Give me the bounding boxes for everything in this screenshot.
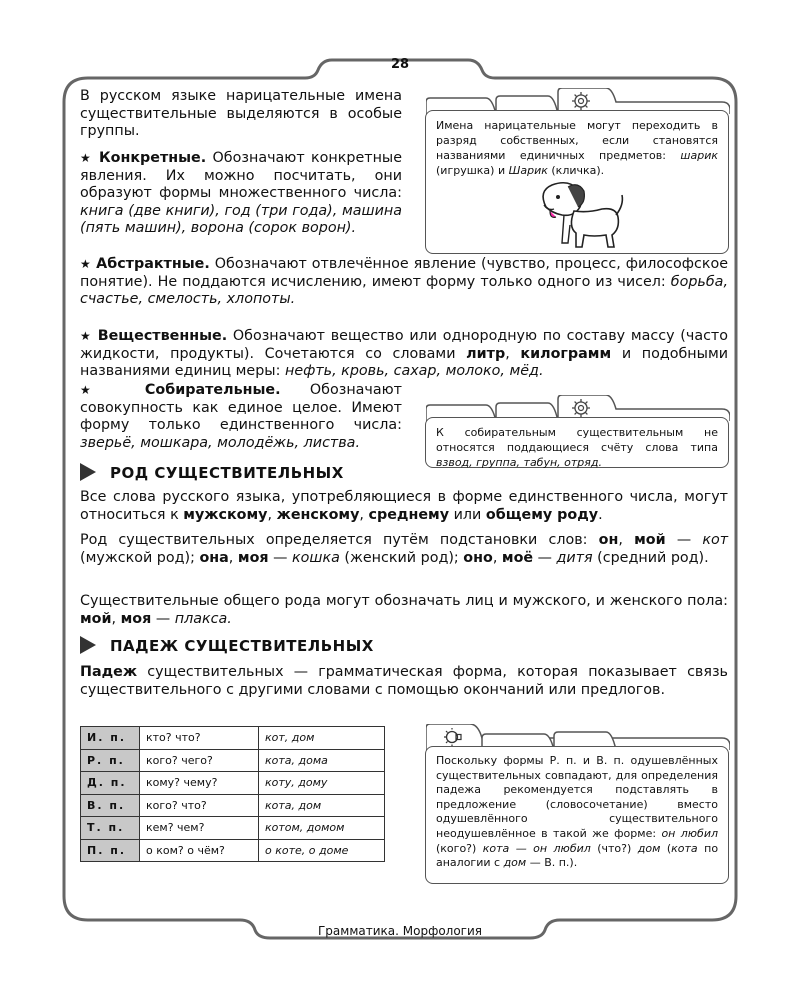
para-text: Род существительных определяется путём подстановки слов: <box>80 532 588 548</box>
star-icon: ★ <box>80 329 92 343</box>
heading-case <box>80 637 374 656</box>
dog-illustration <box>528 177 628 251</box>
case-term: Падеж <box>80 664 138 680</box>
gender-paragraph-2: Род существительных определяется путём подстановки слов: он, мой — кот (мужской род); она, моя — кошка (женский род); оно, моё — дитя (средний род). <box>80 532 729 566</box>
footer-section-title: Грамматика. Морфология <box>317 924 482 938</box>
para-text: Все слова русского языка, употребляющиеся в форме единственного числа, могут относиться к <box>80 489 728 523</box>
group-collective <box>80 382 402 452</box>
note-example: кота <box>671 841 698 855</box>
group-text: и подобными названиями единиц меры: <box>80 345 729 380</box>
case-name: Д. п. <box>81 772 140 795</box>
gender-paragraph-3: Существительные общего рода могут обозначать лиц и мужского, и женского пола: мой, моя — плакса. <box>80 593 728 627</box>
group-term: Вещественные. <box>97 328 228 344</box>
para-text: (мужской род); <box>80 549 195 566</box>
table-row <box>81 794 385 817</box>
note-example: кота — он любил <box>482 841 591 855</box>
dash: — <box>273 549 288 566</box>
group-examples: нефть, кровь, сахар, молоко, мёд. <box>284 363 544 380</box>
marker-word: моя <box>120 610 152 627</box>
group-examples: книга (две книги), год (три года), машина (пять машин), ворона (сорок ворон). <box>80 202 402 237</box>
para-text: (женский род); <box>344 549 459 566</box>
case-example: кот, дом <box>259 727 385 750</box>
note-text: Имена нарицательные могут переходить в разряд собственных, если становятся названиями единичных предметов: <box>436 119 718 162</box>
note-text: (игрушка) и <box>436 164 506 177</box>
measure-word: литр <box>466 345 506 362</box>
case-example: котом, домом <box>259 817 385 840</box>
marker-word: моё <box>501 549 534 566</box>
marker-word: мой <box>80 610 112 627</box>
note-example: Шарик <box>508 164 548 177</box>
case-example: кота, дома <box>259 749 385 772</box>
marker-word: он <box>598 532 619 548</box>
group-text: Обозначают совокупность как единое целое. Имеют форму только единственного числа: <box>80 382 403 434</box>
note-proper-nouns <box>425 110 729 254</box>
star-icon: ★ <box>80 151 93 165</box>
marker-word: мой <box>634 532 666 548</box>
group-text: Обозначают конкретные явления. Их можно посчитать, они образуют формы множественного числа: <box>80 150 402 202</box>
page-number: 28 <box>390 57 410 72</box>
triangle-bullet-icon <box>80 463 96 481</box>
case-table <box>80 726 385 862</box>
example-word: плакса. <box>174 610 232 627</box>
case-questions: кем? чем? <box>140 817 259 840</box>
triangle-bullet-icon <box>80 636 96 654</box>
note-example: шарик <box>680 149 718 162</box>
gender-term: мужскому <box>183 506 268 523</box>
note-text: (кого?) <box>436 841 477 855</box>
gender-term: общему роду <box>485 506 599 523</box>
case-name: П. п. <box>81 839 140 862</box>
para-text: Существительные общего рода могут обозначать лиц и мужского, и женского пола: <box>80 593 728 609</box>
table-row <box>81 772 385 795</box>
table-row <box>81 839 385 862</box>
case-name: Т. п. <box>81 817 140 840</box>
star-icon: ★ <box>80 383 116 397</box>
group-text: Обозначают вещество или однородную по составу массу (часто жидкости, продукты). Сочетаются со словами <box>80 328 729 362</box>
group-term: Собирательные. <box>144 382 281 398</box>
example-word: кошка <box>291 549 340 566</box>
case-questions: кого? что? <box>140 794 259 817</box>
note-example: дом <box>637 841 661 855</box>
case-questions: кого? чего? <box>140 749 259 772</box>
case-name: Р. п. <box>81 749 140 772</box>
group-examples: зверьё, мошкара, молодёжь, листва. <box>80 434 360 451</box>
case-questions: кто? что? <box>140 727 259 750</box>
note-text: К собирательным существительным не относятся поддающиеся счёту слова типа <box>436 426 718 454</box>
group-material: ★ Вещественные. Обозначают вещество или однородную по составу массу (часто жидкости, продукты). Сочетаются со словами литр, килограмм и подобными названиями единиц меры: нефть, кровь, сахар, молоко, мёд. <box>80 328 729 380</box>
star-icon: ★ <box>80 257 92 271</box>
heading-text: ПАДЕЖ СУЩЕСТВИТЕЛЬНЫХ <box>110 637 374 655</box>
table-row <box>81 727 385 750</box>
case-paragraph <box>80 664 728 699</box>
case-example: кота, дом <box>259 794 385 817</box>
para-text: существительных — грамматическая форма, которая показывает связь существительного с другими словами с помощью окончаний или предлогов. <box>80 664 728 698</box>
case-name: В. п. <box>81 794 140 817</box>
heading-gender <box>80 464 344 483</box>
note-text: (кличка). <box>551 164 605 177</box>
para-text: . <box>598 506 603 523</box>
heading-text: РОД СУЩЕСТВИТЕЛЬНЫХ <box>110 464 344 482</box>
case-example: коту, дому <box>259 772 385 795</box>
marker-word: она <box>199 549 229 566</box>
dash: — <box>676 532 692 548</box>
note-case-tip <box>425 746 729 884</box>
note-collective <box>425 417 729 468</box>
note-example: дом <box>503 856 527 870</box>
table-row <box>81 749 385 772</box>
case-questions: о ком? о чём? <box>140 839 259 862</box>
group-abstract <box>80 256 728 309</box>
note-example: взвод, группа, табун, отряд. <box>436 456 602 469</box>
group-term: Абстрактные. <box>96 256 210 272</box>
note-text: Поскольку формы Р. п. и В. п. одушевлённых существительных совпадают, для определения падежа рекомендуется подставлять в предложение (словосочетание) вместо одушевлённого существительного неодушевлённое в такой же форме: <box>436 754 718 840</box>
intro-paragraph: В русском языке нарицательные имена существительные выделяются в особые группы. <box>80 88 402 140</box>
group-term: Конкретные. <box>98 150 207 166</box>
dash: — <box>537 549 552 566</box>
case-questions: кому? чему? <box>140 772 259 795</box>
note-text: (что?) <box>597 841 632 855</box>
note-text: по аналогии с <box>436 841 719 870</box>
group-text: Обозначают отвлечённое явление (чувство, процесс, философское понятие). Не поддаются исчислению, имеют форму только одного из чисел: <box>80 256 729 290</box>
case-example: о коте, о доме <box>259 839 385 862</box>
table-row <box>81 817 385 840</box>
case-name: И. п. <box>81 727 140 750</box>
para-text: или <box>453 506 482 523</box>
gender-paragraph-1: Все слова русского языка, употребляющиеся в форме единственного числа, могут относиться к мужскому, женскому, среднему или общему роду. <box>80 489 728 523</box>
gender-term: женскому <box>276 506 360 523</box>
measure-word: килограмм <box>520 345 612 362</box>
note-text: ( <box>666 841 672 855</box>
note-text: — В. п.). <box>529 856 578 870</box>
para-text: (средний род). <box>597 549 709 566</box>
marker-word: моя <box>237 549 269 566</box>
example-word: дитя <box>556 549 593 566</box>
group-examples: борьба, счастье, смелость, хлопоты. <box>80 273 728 308</box>
gender-term: среднему <box>368 506 450 523</box>
note-example: он любил <box>661 826 718 840</box>
marker-word: оно <box>463 549 493 566</box>
example-word: кот <box>702 532 729 548</box>
group-concrete <box>80 150 402 238</box>
dash: — <box>155 610 171 627</box>
